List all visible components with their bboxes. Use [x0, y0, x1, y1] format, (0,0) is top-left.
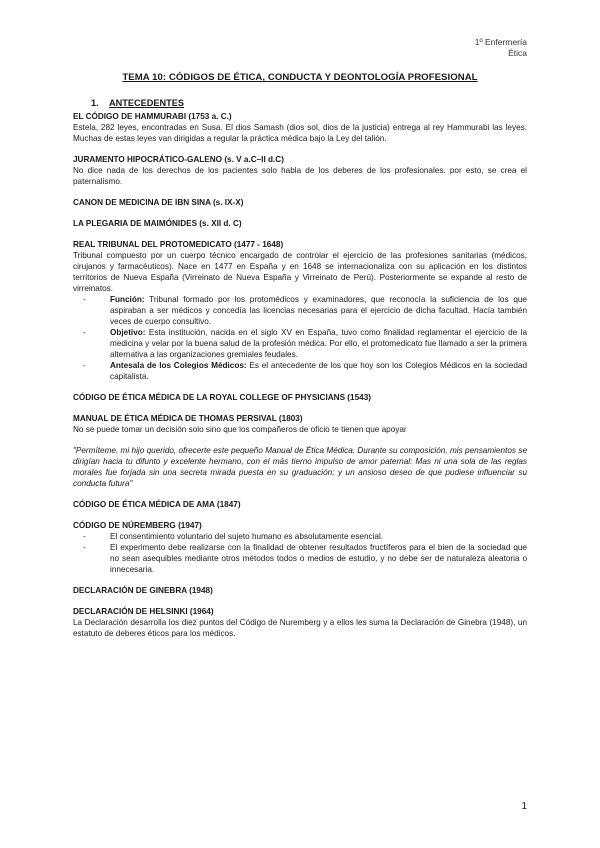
- section-protomedicato: [73, 239, 527, 382]
- section-maimonides: [73, 218, 527, 229]
- section-ama: [73, 499, 527, 510]
- bullet-list: [73, 294, 527, 382]
- section-title: CÓDIGO DE NÚREMBERG (1947): [73, 521, 202, 530]
- section-title: DECLARACIÓN DE GINEBRA (1948): [73, 586, 213, 595]
- header-course: 1º Enfermería: [474, 37, 527, 47]
- section-title: DECLARACIÓN DE HELSINKI (1964): [73, 607, 214, 616]
- list-item: [100, 531, 527, 542]
- document-body: [73, 98, 527, 639]
- section-text: No dice nada de los derechos de los pacientes solo habla de los deberes de los profesionales. por esto, se crea el paternalismo.: [73, 166, 527, 186]
- section-number: 1.: [91, 98, 99, 108]
- bullet-text: El consentimiento voluntario del sujeto humano es absolutamente esencial.: [110, 532, 384, 541]
- section-ginebra: [73, 585, 527, 596]
- section-title: MANUAL DE ÉTICA MÉDICA DE THOMAS PERSIVAL (1803): [73, 414, 303, 423]
- section-title: EL CÓDIGO DE HAMMURABI (1753 a. C.): [73, 112, 232, 121]
- section-text: La Declaración desarrolla los diez puntos del Código de Nuremberg y a ellos les suma la Declaración de Ginebra (1948), un estatuto de deberes éticos para los médicos.: [73, 618, 527, 638]
- bullet-text: Tribunal formado por los protomédicos y examinadores, que reconocía la suficiencia de los que aspiraban a ser médicos y concedía las licencias necesarias para el ejercicio de dicha facultad. Hacía también veces de cuerpo consultivo.: [110, 295, 527, 326]
- section-title: CÓDIGO DE ÉTICA MÉDICA DE AMA (1847): [73, 500, 241, 509]
- section-nuremberg: [73, 520, 527, 575]
- bullet-text: Es el antecedente de los que hoy son los Colegios Médicos en la sociedad capitalista.: [110, 361, 528, 381]
- quote-text: "Permíteme, mi hijo querido, ofrecerte este pequeño Manual de Ética Médica. Durante su composición, mis pensamientos se dirigían hacia tu difunto y excelente hermano, con el más tierno impulso de amor paternal: Mas ni una sola de las reglas morales fue forjada sin una secreta mirada puesta en su graduación; y un ansioso deseo de que pudiese influenciar su conducta futura": [73, 446, 527, 488]
- list-item: [100, 542, 527, 575]
- section-title: LA PLEGARIA DE MAIMÓNIDES (s. XII d. C): [73, 219, 242, 228]
- page-header: [475, 37, 527, 59]
- document-title: TEMA 10: CÓDIGOS DE ÉTICA, CONDUCTA Y DEONTOLOGÍA PROFESIONAL: [122, 72, 478, 83]
- section-text: No se puede tomar un decisión solo sino que los compañeros de oficio te tienen que apoyar: [73, 425, 407, 434]
- bullet-label: Función:: [110, 295, 145, 304]
- list-item: [100, 360, 527, 382]
- section-title: CANON DE MEDICINA DE IBN SINA (s. IX-X): [73, 198, 244, 207]
- list-item: [100, 327, 527, 360]
- section-royal-college: [73, 392, 527, 403]
- section-text: Estela, 282 leyes, encontradas en Susa. El dios Samash (dios sol, dios de la justicia) entrega al rey Hammurabi las leyes. Muchas de estas leyes van dirigidas a regular la práctica médica bajo la Ley del talión.: [73, 123, 527, 143]
- bullet-text: El experimento debe realizarse con la finalidad de obtener resultados fructíferos para el bien de la sociedad que no sean asequibles mediante otros métodos todos o medios de estudio, y no debe ser de naturaleza aleatoria o innecesaria.: [110, 543, 527, 574]
- section-ibn-sina: [73, 197, 527, 208]
- section-title: REAL TRIBUNAL DEL PROTOMEDICATO (1477 - 1648): [73, 240, 284, 249]
- section-title: CÓDIGO DE ÉTICA MÉDICA DE LA ROYAL COLLEGE OF PHYSICIANS (1543): [73, 393, 371, 402]
- section-persival: [73, 413, 527, 489]
- section-heading-label: ANTECEDENTES: [109, 98, 185, 108]
- list-item: [100, 294, 527, 327]
- bullet-label: Antesala de los Colegios Médicos:: [110, 361, 247, 370]
- header-subject: Ética: [508, 48, 527, 58]
- bullet-text: Esta institución, nacida en el siglo XV en España, tuvo como finalidad reglamentar el ejercicio de la medicina y velar por la buena salud de la profesión médica. Por ello, el protomedicato fue llamado a ser la primera alternativa a las organizaciones gremiales feudales.: [110, 328, 527, 359]
- section-hammurabi: [73, 111, 527, 144]
- section-text: Tribunal compuesto por un cuerpo técnico encargado de controlar el ejercicio de las profesiones sanitarias (médicos, cirujanos y farmacéuticos). Nace en 1477 en España y en 1648 se internacionaliza con su aplicación en los distintos territorios de Nueva España (Virreinato de Nueva España y Virreinato de Perú). Posteriormente se expande al resto de virreinatos.: [73, 251, 527, 293]
- page-number: 1: [521, 801, 527, 812]
- bullet-list: [73, 531, 527, 575]
- section-juramento: [73, 154, 527, 187]
- section-heading: [91, 98, 527, 109]
- section-helsinki: [73, 606, 527, 639]
- bullet-label: Objetivo:: [110, 328, 146, 337]
- section-title: JURAMENTO HIPOCRÁTICO-GALENO (s. V a.C–II d.C): [73, 155, 284, 164]
